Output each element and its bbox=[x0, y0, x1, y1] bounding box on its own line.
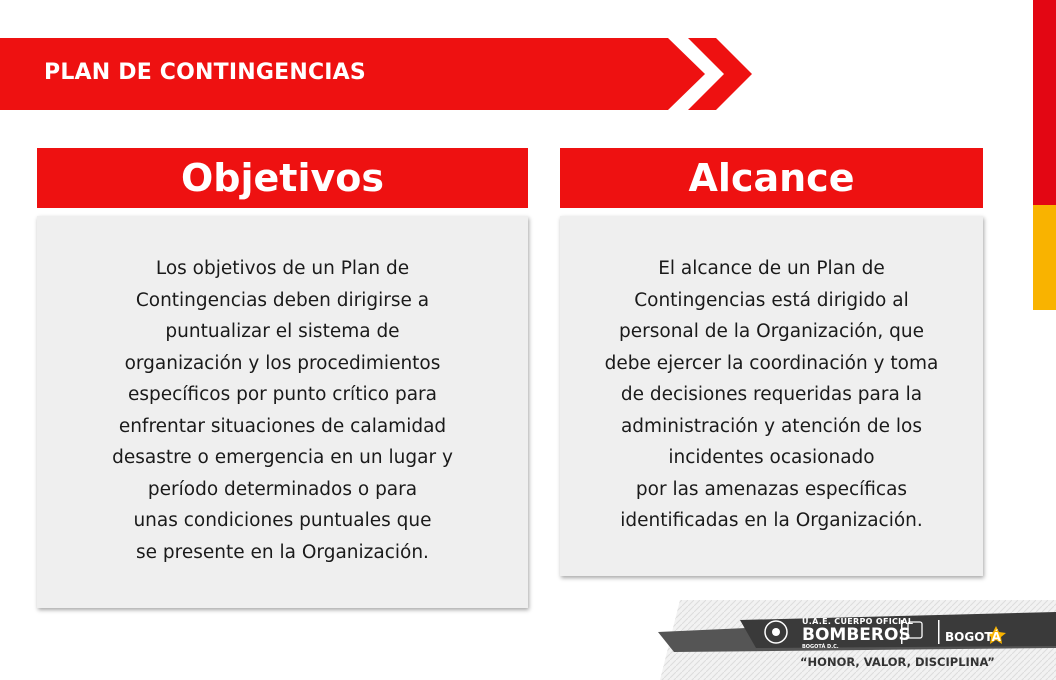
bogota-logo-text: BOGOTÁ bbox=[945, 630, 1001, 644]
page-title: PLAN DE CONTINGENCIAS bbox=[44, 60, 366, 85]
objetivos-card bbox=[37, 216, 528, 608]
objetivos-text: Los objetivos de un Plan de Contingencias deben dirigirse a puntualizar el sistema de organización y los procedimientos específicos por punto crítico para enfrentar situaciones de calamidad desastre o emergencia en un lugar y período determinados o para unas condiciones puntuales que se presente en la Organización. bbox=[112, 258, 453, 563]
org-small-label: U.A.E. CUERPO OFICIAL bbox=[802, 617, 914, 626]
footer-branding bbox=[640, 600, 1056, 680]
org-big-label: BOMBEROS bbox=[802, 625, 911, 645]
alcance-header: Alcance bbox=[560, 148, 983, 208]
alcance-text: El alcance de un Plan de Contingencias está dirigido al personal de la Organización, que debe ejercer la coordinación y toma de decisiones requeridas para la administración y atención de los incidentes ocasionado por las amenazas específicas identificadas en la Organización. bbox=[604, 258, 939, 531]
footer-motto: “HONOR, VALOR, DISCIPLINA” bbox=[800, 655, 995, 669]
alcance-card bbox=[560, 216, 983, 576]
org-city-label: BOGOTÁ D.C. bbox=[802, 644, 839, 650]
bomberos-logo bbox=[802, 618, 913, 650]
objetivos-header: Objetivos bbox=[37, 148, 528, 208]
side-accent-yellow bbox=[1033, 205, 1056, 310]
title-banner bbox=[0, 38, 752, 110]
side-accent-red bbox=[1033, 0, 1056, 205]
